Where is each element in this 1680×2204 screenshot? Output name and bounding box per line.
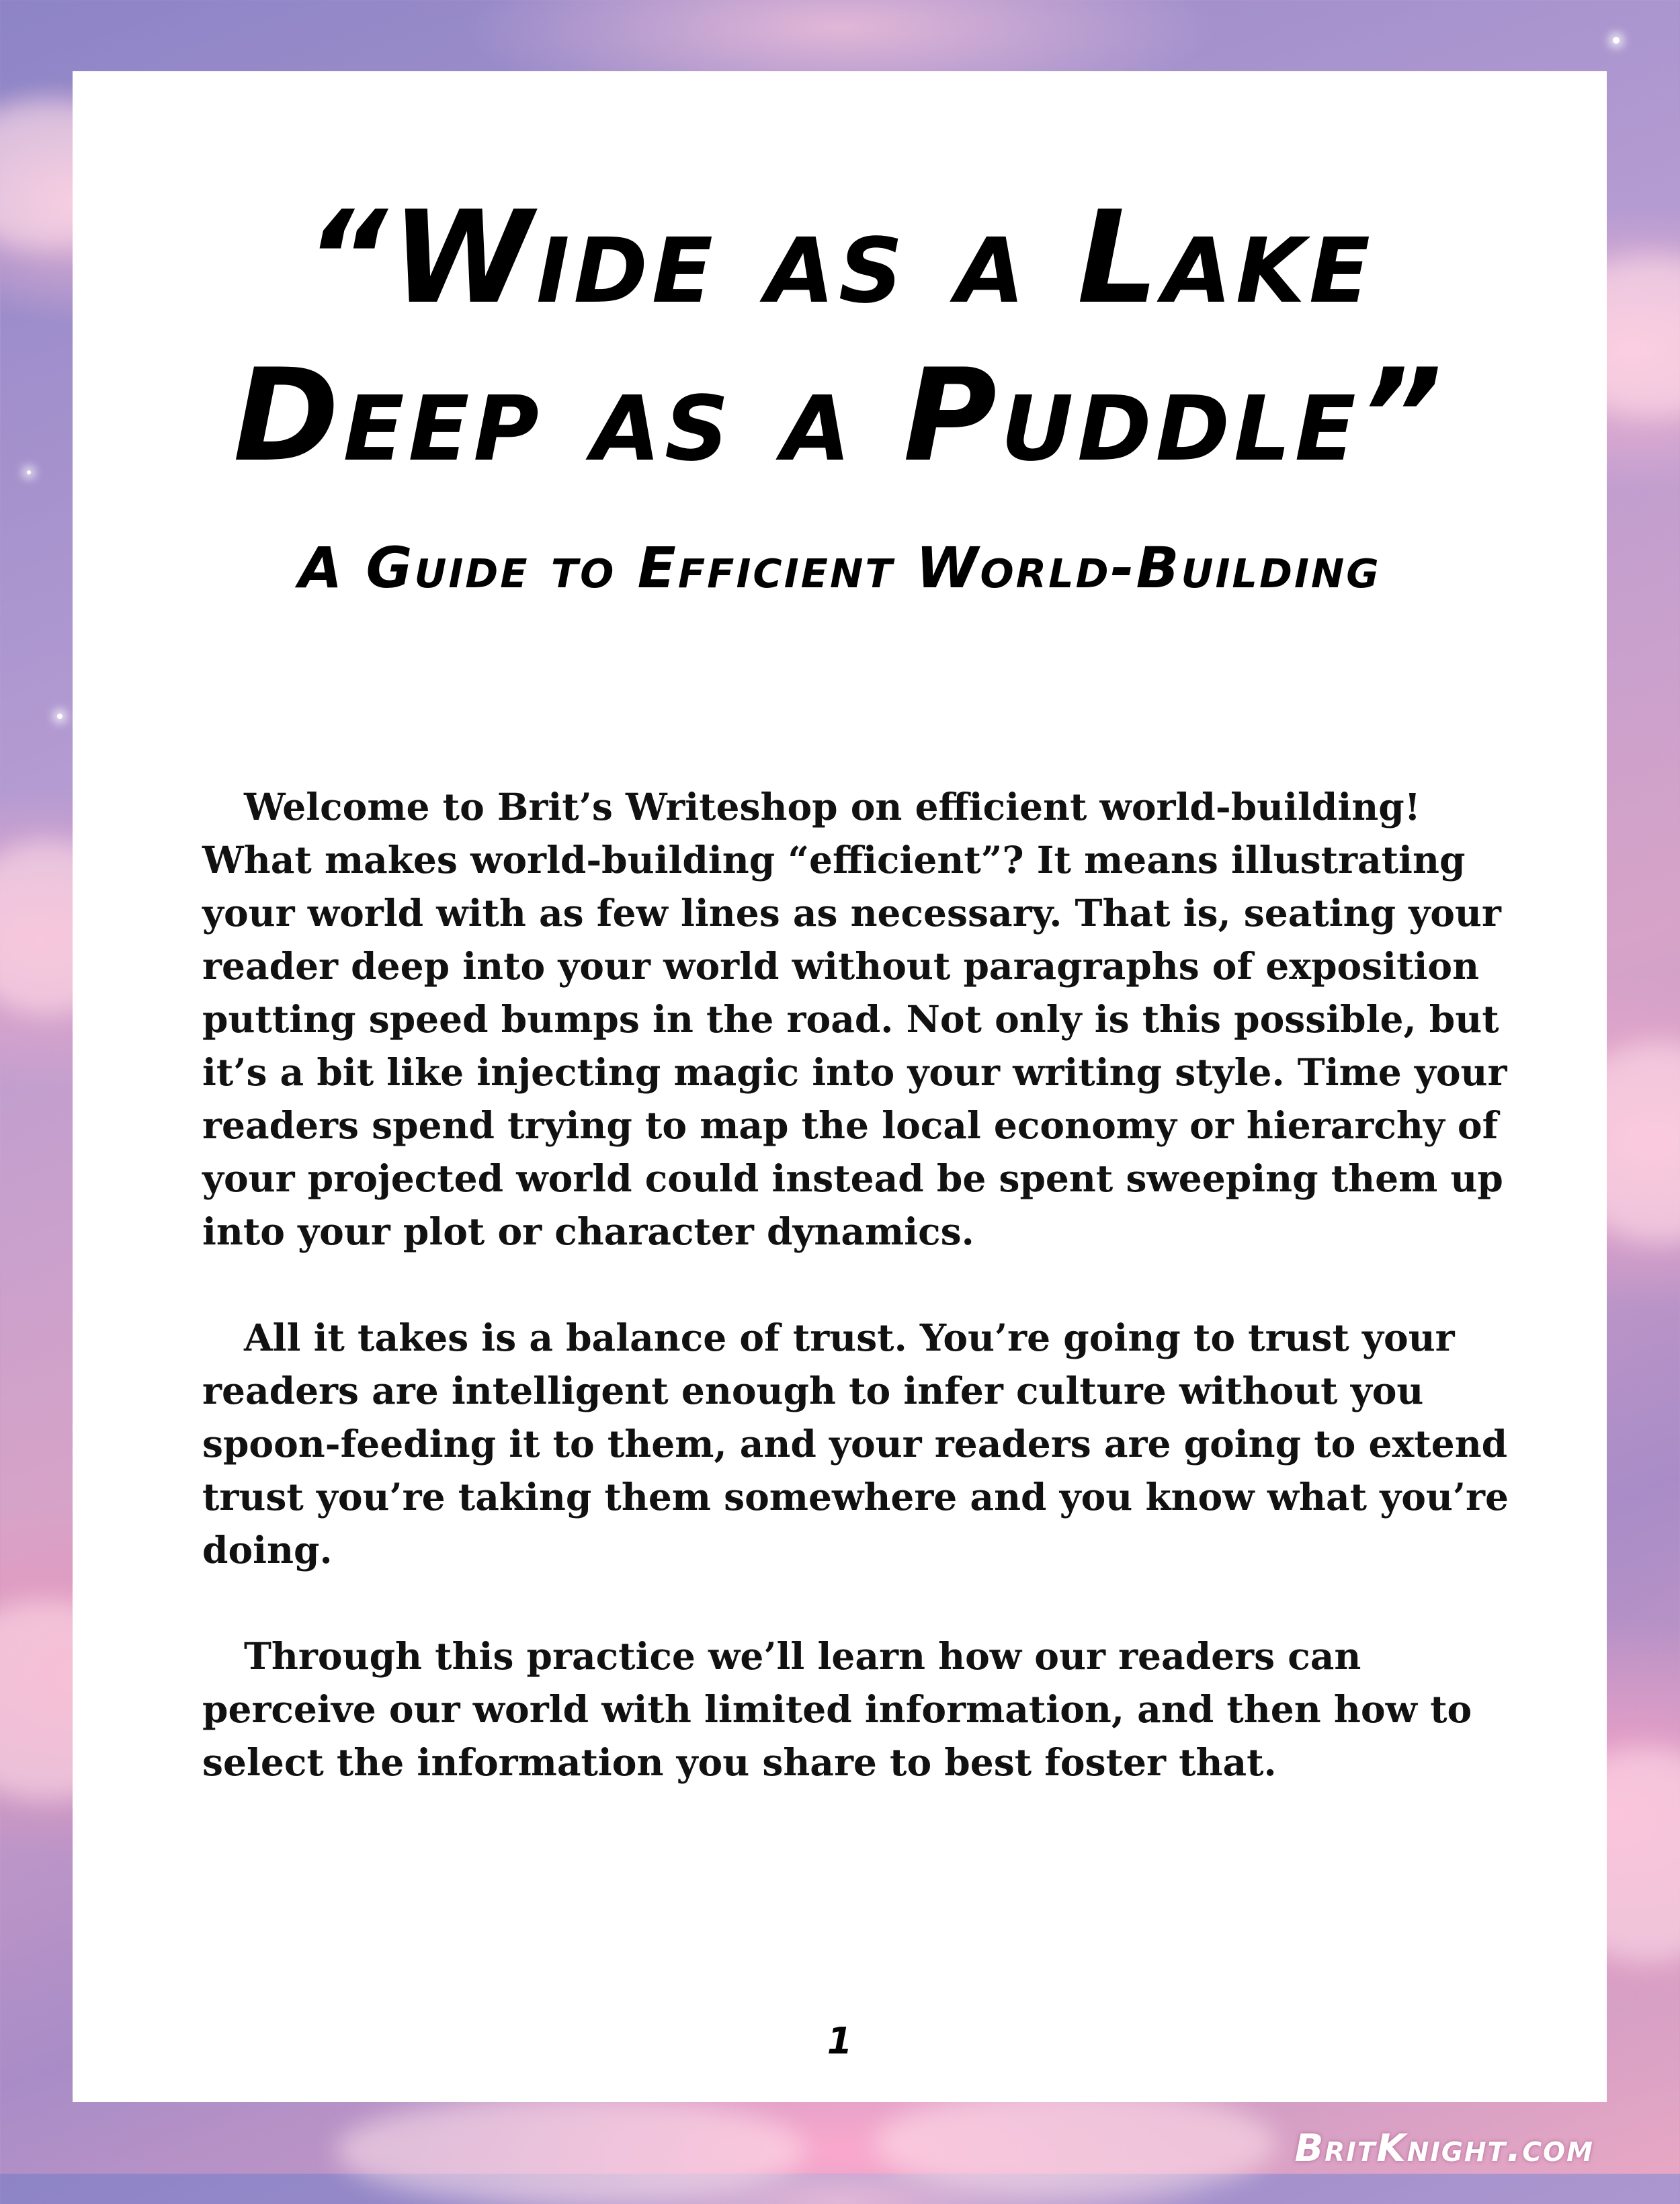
document-subtitle: A Guide to Efficient World-Building [298,535,1381,601]
document-page [73,71,1607,2102]
page-number: 1 [827,2020,853,2062]
paragraph-1: Welcome to Brit’s Writeshop on efficient world-building! What makes world-building “efficient”? It means illustrating your world with as few lines as necessary. That is, seating your reader deep into your world without paragraphs of exposition putting speed bumps in the road. Not only is this possible, but it’s a bit like injecting magic into your writing style. Time your readers spend trying to map the local economy or hierarchy of your projected world could instead be spent sweeping them up into your plot or character dynamics. [202,785,1507,1253]
background-cloud [874,2090,1277,2197]
title-line-1: “Wide as a Lake [305,183,1374,332]
background-star [27,470,31,474]
paragraph-2: All it takes is a balance of trust. You’re going to trust your readers are intelligent enough to infer culture without you spoon-feeding it to them, and your readers are going to extend trust you’re taking them somewhere and you know what you’re doing. [202,1316,1509,1572]
document-body [202,780,1540,1842]
paragraph-3: Through this practice we’ll learn how our readers can perceive our world with limited information, and then how to select the information you share to best foster that. [202,1634,1472,1784]
title-line-2: Deep as a Puddle” [233,341,1446,490]
background-star [57,714,62,719]
background-star [1613,37,1620,44]
document-title [73,179,1607,495]
background-cloud [336,2096,806,2204]
website-footer: BritKnight.com [1294,2127,1594,2170]
